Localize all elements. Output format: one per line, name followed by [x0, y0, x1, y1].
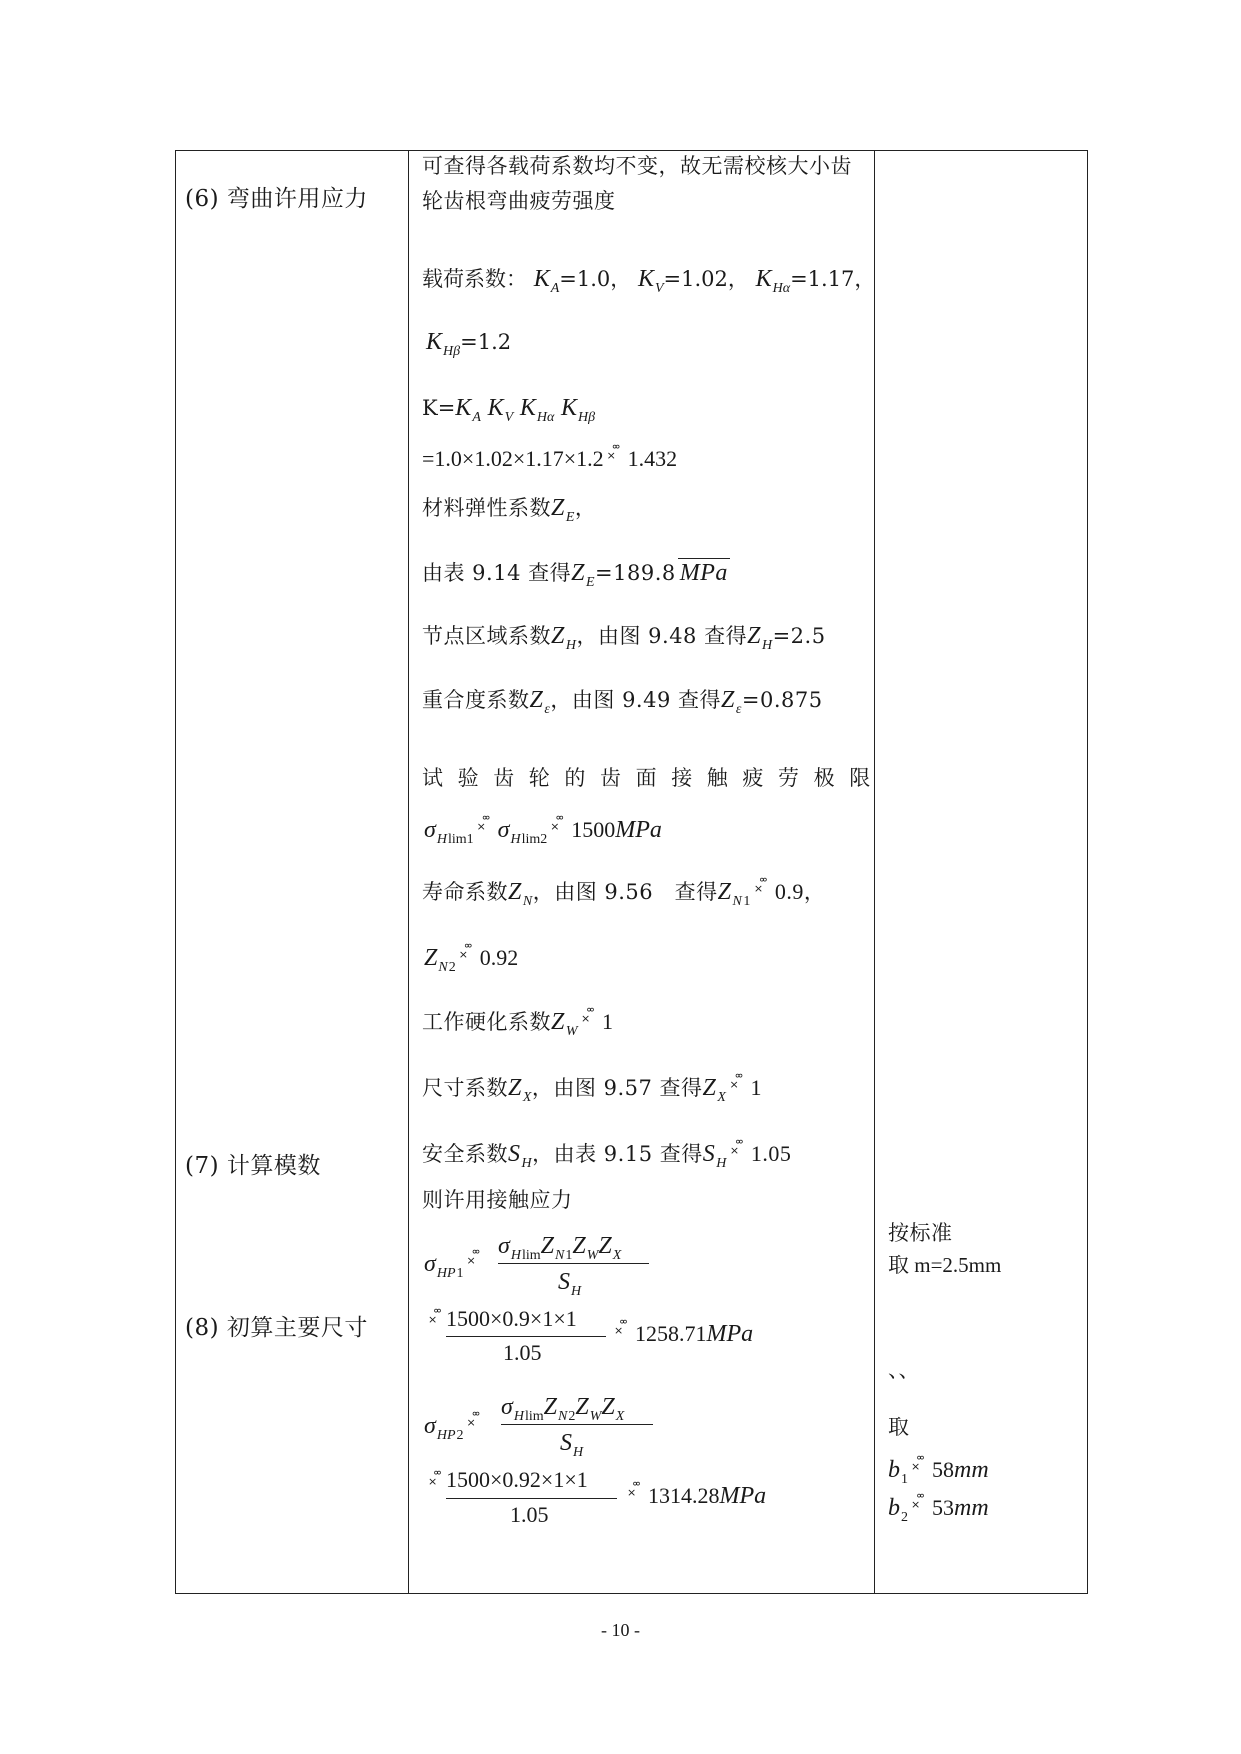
- hp2-fraction-denominator: $S_H$: [560, 1430, 584, 1460]
- approx-sign: [459, 947, 477, 961]
- zeps-value: =0.875: [741, 688, 823, 712]
- b1-unit: mm: [954, 1457, 989, 1483]
- hp1-result-line: [611, 1320, 753, 1349]
- zw-label: 工作硬化系数: [422, 1010, 551, 1034]
- khb-line: $K_{H\beta}=1.2$: [426, 329, 512, 359]
- zx-line: 尺寸系数$Z_X$，由图 9.57 查得$Z_X\times$ °° 1: [422, 1074, 762, 1107]
- hp2-calc-numerator: 1500×0.92×1×1: [446, 1467, 588, 1492]
- sh-value: 1.05: [750, 1141, 792, 1166]
- zn2-value: 0.92: [479, 945, 519, 970]
- hp2-result: 1314.28: [648, 1483, 720, 1508]
- zn1-comma: ，: [803, 880, 826, 904]
- b2-line: $b_2\times$ °° 53mm: [888, 1494, 989, 1527]
- hp1-lhs: $\sigma_{HP1}\times$ °°: [424, 1250, 488, 1283]
- sh-line: 安全系数$S_H$，由表 9.15 查得$S_H\times$ °° 1.05: [422, 1140, 791, 1173]
- approx-sign: [428, 1312, 446, 1326]
- approx-sign: [730, 1143, 748, 1157]
- zn1-value: 0.9: [774, 879, 804, 904]
- column-divider-1: [408, 150, 409, 1594]
- zx-ref: ，由图 9.57 查得: [531, 1076, 703, 1100]
- ze-table-ref: 由表 9.14 查得: [422, 561, 572, 585]
- ze-unit: MPa: [679, 560, 728, 586]
- note-line-2: 轮齿根弯曲疲劳强度: [422, 189, 616, 213]
- khb-value: =1.2: [460, 330, 512, 354]
- approx-sign: [550, 819, 568, 833]
- zh-ref: ，由图 9.48 查得: [576, 624, 748, 648]
- zn-ref: ，由图 9.56 查得: [532, 880, 718, 904]
- kha-value: =1.17，: [790, 267, 876, 291]
- hp2-unit: MPa: [719, 1483, 767, 1509]
- standard-note-1: 按标准: [888, 1221, 953, 1245]
- zn-line: 寿命系数$Z_N$，由图 9.56 查得$Z_{N1}\times$ °° 0.9，: [422, 878, 825, 911]
- k-product: =1.0×1.02×1.17×1.2: [422, 446, 604, 471]
- fraction-bar: [501, 1424, 653, 1425]
- k-formula: $K=K_A$ $K_V$ $K_{H\alpha}$ $K_{H\beta}$: [422, 395, 596, 425]
- zh-label: 节点区域系数: [422, 624, 551, 648]
- b2-unit: mm: [954, 1495, 989, 1521]
- fraction-bar: [498, 1263, 649, 1264]
- item-8-label: (8) 初算主要尺寸: [185, 1315, 368, 1341]
- fraction-bar: [446, 1336, 606, 1337]
- approx-sign: [581, 1011, 599, 1025]
- zh-line: 节点区域系数$Z_H$，由图 9.48 查得$Z_H=2.5$: [422, 623, 826, 653]
- ze-label: 材料弹性系数: [422, 496, 551, 520]
- item-7-label: (7) 计算模数: [185, 1153, 321, 1179]
- ze-value-line: 由表 9.14 查得$Z_E=189.8$ MPa: [422, 560, 728, 590]
- test-limit-label: 试验齿轮的齿面接触疲劳极限: [422, 766, 885, 790]
- load-factor-label: 载荷系数：: [422, 267, 527, 291]
- hp1-fraction-numerator: $\sigma_{Hlim}Z_{N1}Z_WZ_X$: [498, 1233, 622, 1263]
- hp1-result: 1258.71: [635, 1321, 707, 1346]
- allow-label: 则许用接触应力: [422, 1188, 573, 1212]
- approx-sign: [911, 1497, 929, 1511]
- hp2-lhs: $\sigma_{HP2}\times$ °°: [424, 1412, 488, 1445]
- sh-label: 安全系数: [422, 1142, 508, 1166]
- k-prefix: K=: [422, 396, 456, 420]
- fraction-bar: [446, 1498, 617, 1499]
- sigma-unit: MPa: [615, 817, 662, 843]
- zn-label: 寿命系数: [422, 880, 508, 904]
- sigma-value: 1500: [571, 817, 616, 842]
- zw-value: 1: [602, 1009, 614, 1034]
- zh-value: =2.5: [772, 624, 826, 648]
- zeps-label: 重合度系数: [422, 688, 530, 712]
- b1-line: $b_1\times$ °° 58mm: [888, 1456, 989, 1489]
- ze-value: =189.8: [595, 561, 676, 585]
- zx-value: 1: [750, 1075, 762, 1100]
- kv-value: =1.02，: [663, 267, 749, 291]
- k-result: 1.432: [627, 446, 678, 471]
- approx-sign: [729, 1077, 747, 1091]
- b2-value: 53: [932, 1495, 954, 1520]
- item-6-label: (6) 弯曲许用应力: [185, 186, 368, 212]
- sigma-limit-line: $\sigma_{Hlim1}\times$ °° $\sigma_{Hlim2}\times$ °° 1500MPa: [424, 816, 662, 849]
- ze-label-line: 材料弹性系数$Z_E$，: [422, 495, 597, 525]
- hp2-result-line: [624, 1482, 766, 1511]
- k-result-line: [422, 446, 677, 472]
- ka-value: =1.0，: [559, 267, 632, 291]
- zeps-ref: ，由图 9.49 查得: [550, 688, 721, 712]
- hp1-calc-numerator: 1500×0.9×1×1: [446, 1306, 577, 1331]
- approx-sign: [614, 1323, 632, 1337]
- zn2-line: $Z_{N2}\times$ °° 0.92: [424, 944, 518, 977]
- column-divider-2: [874, 150, 875, 1594]
- approx-sign: [754, 881, 772, 895]
- hp1-fraction-denominator: $S_H$: [558, 1269, 582, 1299]
- sh-ref: ，由表 9.15 查得: [532, 1142, 703, 1166]
- ze-comma: ，: [574, 496, 597, 520]
- zeps-line: 重合度系数$Z_\varepsilon$，由图 9.49 查得$Z_\varepsilon=0.875$: [422, 687, 823, 717]
- load-factors: 载荷系数： $K_A=1.0$， $K_V=1.02$， $K_{H\alpha}=1.17$，: [422, 266, 876, 296]
- note-line-1: 可查得各载荷系数均不变，故无需校核大小齿: [422, 154, 852, 178]
- mark-symbols: 、、: [888, 1358, 920, 1382]
- hp1-calc-denominator: 1.05: [503, 1340, 542, 1365]
- b1-value: 58: [932, 1457, 954, 1482]
- zx-label: 尺寸系数: [422, 1076, 508, 1100]
- take-label: 取: [888, 1415, 910, 1439]
- hp2-calc-denominator: 1.05: [510, 1502, 549, 1527]
- page-number: - 10 -: [601, 1620, 640, 1640]
- hp2-fraction-numerator: $\sigma_{Hlim}Z_{N2}Z_WZ_X$: [501, 1394, 625, 1424]
- approx-sign: [911, 1459, 929, 1473]
- standard-note-2: 取 m=2.5mm: [888, 1253, 1002, 1277]
- hp1-unit: MPa: [706, 1321, 754, 1347]
- approx-sign: [467, 1415, 485, 1429]
- zw-line: 工作硬化系数$Z_W\times$ °° 1: [422, 1008, 614, 1041]
- approx-sign: [428, 1474, 446, 1488]
- approx-sign: [477, 819, 495, 833]
- approx-sign: [607, 448, 625, 462]
- approx-sign: [467, 1253, 485, 1267]
- calculation-table: [175, 150, 1088, 1594]
- approx-sign: [627, 1485, 645, 1499]
